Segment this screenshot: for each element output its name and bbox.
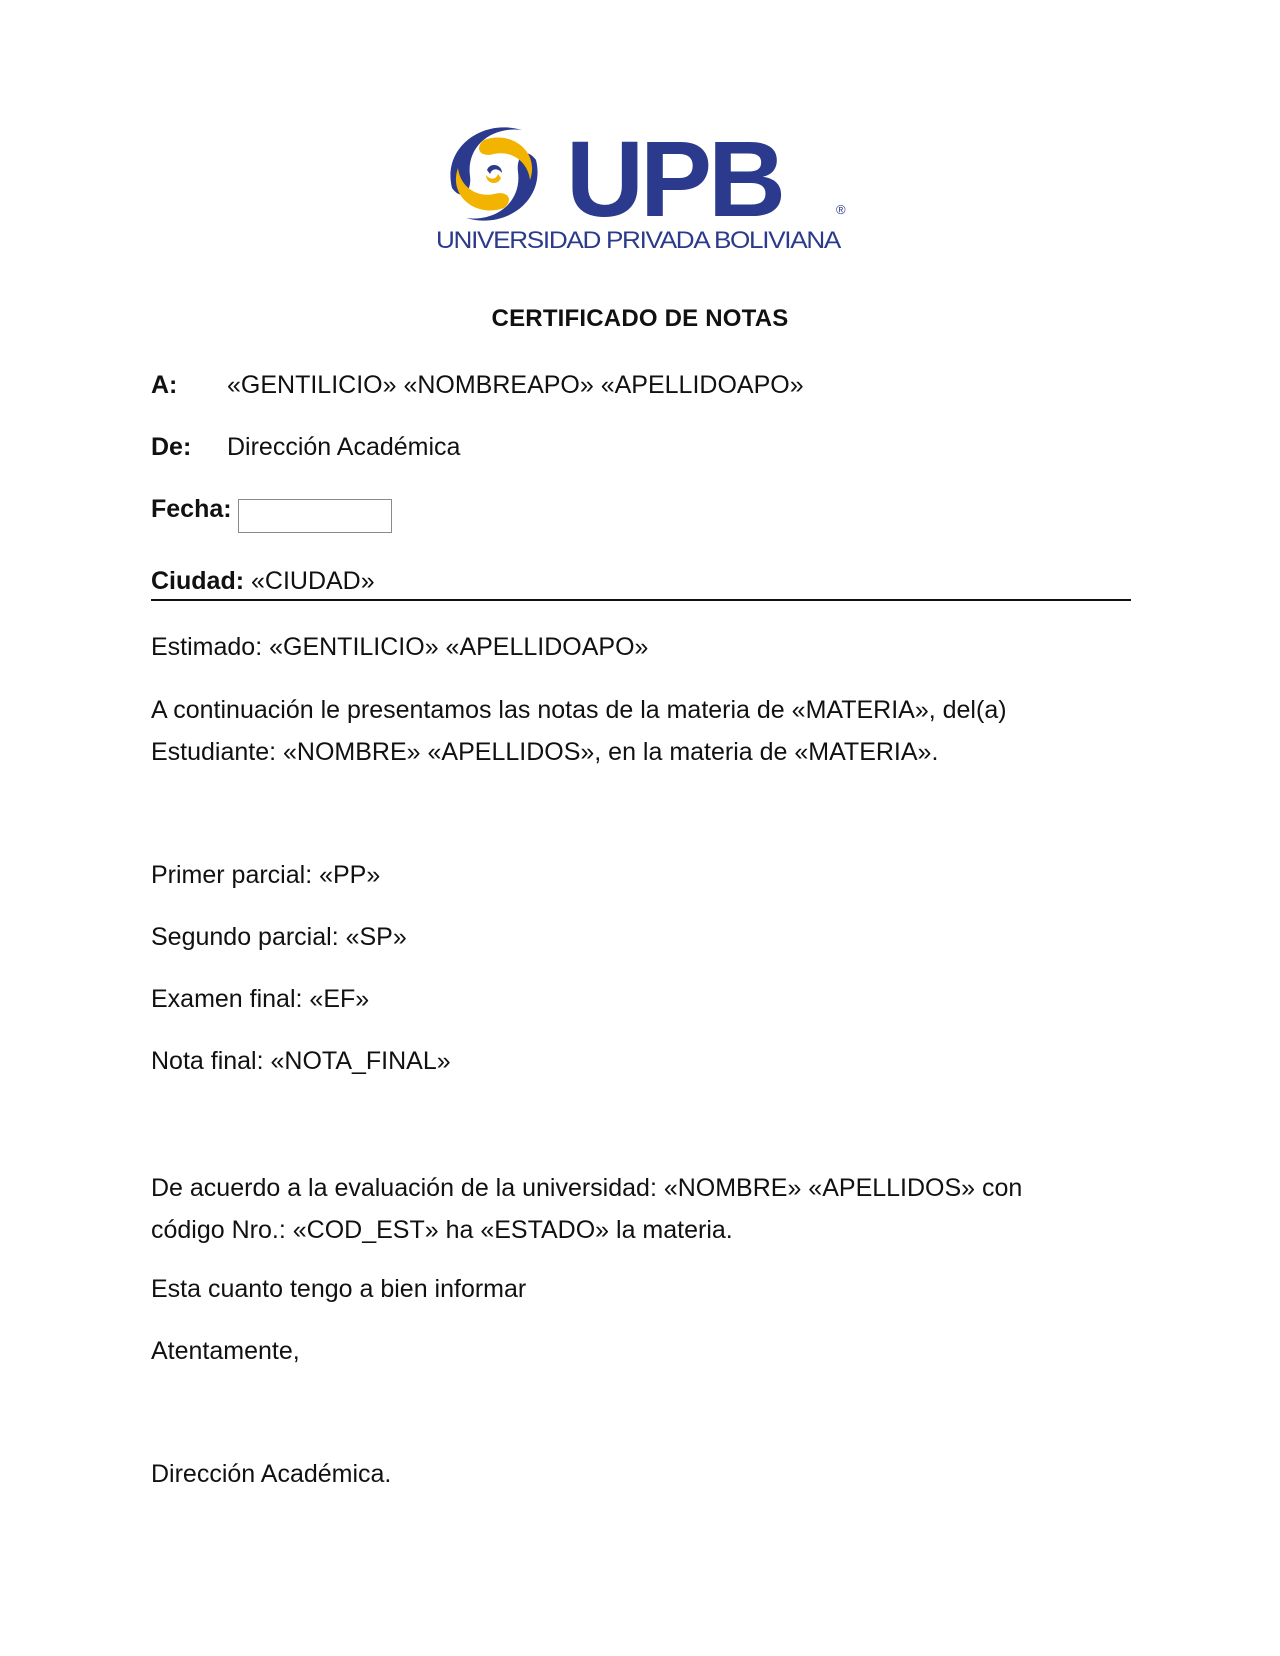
recipient-value: «GENTILICIO» «NOMBREAPO» «APELLIDOAPO»: [227, 371, 804, 399]
intro-line-1: A continuación le presentamos las notas de la materia de «MATERIA», del(a): [151, 696, 1007, 724]
swirl-emblem-icon: [442, 122, 546, 226]
logo-wordmark: UPB: [566, 118, 783, 239]
closing-statement: Esta cuanto tengo a bien informar: [151, 1275, 527, 1303]
date-label: Fecha:: [151, 495, 232, 523]
city-label: Ciudad:: [151, 567, 245, 595]
result-line-1: De acuerdo a la evaluación de la universidad: «NOMBRE» «APELLIDOS» con: [151, 1174, 1023, 1202]
upb-logo: [432, 118, 852, 258]
sender-row: [151, 430, 460, 464]
city-value: «CIUDAD»: [251, 567, 375, 595]
intro-paragraph: [151, 689, 1151, 773]
signature: Dirección Académica.: [151, 1460, 392, 1488]
intro-line-2: Estudiante: «NOMBRE» «APELLIDOS», en la materia de «MATERIA».: [151, 738, 939, 766]
logo-registered-mark: ®: [836, 202, 846, 217]
date-field[interactable]: [238, 499, 392, 533]
result-paragraph: [151, 1167, 1151, 1251]
grade-segundo-parcial: Segundo parcial: «SP»: [151, 923, 407, 951]
logo-tagline: UNIVERSIDAD PRIVADA BOLIVIANA: [436, 227, 842, 254]
result-line-2: código Nro.: «COD_EST» ha «ESTADO» la materia.: [151, 1216, 733, 1244]
grade-examen-final: Examen final: «EF»: [151, 985, 370, 1013]
grade-nota-final: Nota final: «NOTA_FINAL»: [151, 1047, 451, 1075]
greeting: Estimado: «GENTILICIO» «APELLIDOAPO»: [151, 633, 649, 661]
city-row: [151, 564, 375, 598]
sender-value: Dirección Académica: [227, 433, 461, 461]
closing-salutation: Atentamente,: [151, 1337, 300, 1365]
recipient-label: A:: [151, 371, 178, 399]
recipient-row: [151, 368, 804, 402]
date-row: [151, 492, 392, 527]
grade-primer-parcial: Primer parcial: «PP»: [151, 861, 381, 889]
sender-label: De:: [151, 433, 192, 461]
header-divider: [151, 599, 1131, 601]
document-title: CERTIFICADO DE NOTAS: [491, 305, 789, 332]
